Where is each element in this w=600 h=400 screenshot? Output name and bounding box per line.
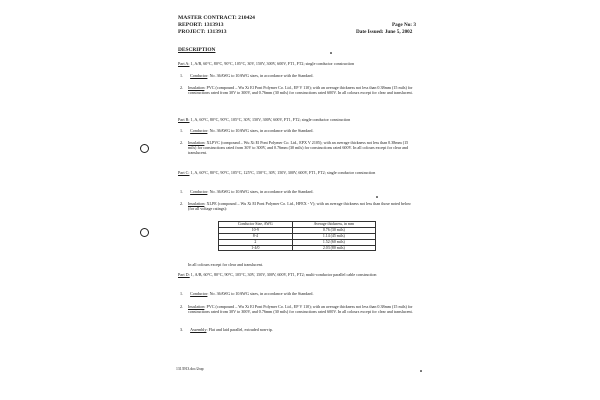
table-cell: 2 [219,239,293,245]
part-a-item-2 [188,85,416,95]
table-row [219,245,376,251]
item-text: : Flat and laid parallel, extruded non-rip. [206,327,273,332]
part-c-item-2-number: 2. [180,201,184,206]
part-d-item-2-number: 2. [180,304,184,309]
part-a-item-2-number: 2. [180,85,184,90]
project-label: PROJECT: 1313913 [178,29,227,35]
table-cell: 1.52 (60 mils) [292,239,375,245]
item-text: : PVC (compound – Wu Xi El Pont Polymer Co. Ltd., EP V 110); with an average thickness not less than 0.38mm (15 mils) for constructions rated from 30V to 300V, and 0.76mm (30 mils) for constructions rated 600V. In all colours except for clear and translucent. [188,85,413,96]
part-d-heading [178,272,420,277]
table-header-cell: Conductor Size, AWG [219,222,293,228]
item-label: Insulation [188,85,205,90]
part-b-item-1 [180,128,314,133]
scan-speck [330,52,332,54]
part-c-note: In all colours except for clear and translucent. [188,262,264,267]
table-header-cell: Average thickness, in mm [292,222,375,228]
insulation-thickness-table [218,221,376,251]
part-d-item-1 [180,291,314,296]
section-title: DESCRIPTION [178,47,216,53]
part-a-heading [178,61,354,66]
part-b-item-2-number: 2. [180,140,184,145]
report-label: REPORT: 1313913 [178,22,224,28]
part-b-text: 1, A, 60°C, 80°C, 90°C, 105°C, 30V, 150V, 300V, 600V, FT1, FT2; single conductor construction [189,117,351,122]
item-label: Conductor [190,291,208,296]
part-c-lead: Part C: [178,170,190,175]
binder-hole-bottom [140,228,149,237]
part-c-text: 1, A, 60°C, 80°C, 90°C, 105°C, 125°C, 150°C, 30V, 150V, 300V, 600V, FT1, FT2; single conductor construction [189,170,376,175]
part-d-lead: Part D: [178,272,190,277]
table-cell: 8-4 [219,233,293,239]
scan-speck [420,370,422,372]
table-cell: 2.03 (80 mils) [292,245,375,251]
item-label: Insulation [188,304,205,309]
part-d-item-2 [188,304,416,314]
item-text: : No. 36AWG to 10AWG sizes, in accordance with the Standard. [207,189,314,194]
item-text: : XLPVC (compound – Wu Xi El Pont Polymer Co. Ltd., EPX V 2105); with an average thickness not less than 0.38mm (15 mils) for constructions rated from 30V to 300V, and 0.76mm (30 mils) for constructions rated 600V. In all colours except for clear and translucent. [188,140,409,156]
date-issued: Date Issued: June 5, 2002 [356,29,413,35]
table-cell: 1-4/0 [219,245,293,251]
part-c-item-1 [180,189,314,194]
part-a-item-1 [180,73,314,78]
part-b-heading [178,117,350,122]
item-number: 3. [180,327,184,332]
item-label: Insulation [188,140,205,145]
item-text: : No. 36AWG to 10AWG sizes, in accordance with the Standard. [207,73,314,78]
item-text: : XLPE (compound – Wu Xi El Pont Polymer Co. Ltd., HFEX - V); with an average thickness not less than those noted below (for all voltage ratings): [188,201,411,212]
part-c-heading [178,170,420,175]
item-number: 1. [180,291,184,296]
item-label: Conductor [190,128,208,133]
table-cell: 1.14 (45 mils) [292,233,375,239]
scan-speck [376,196,378,198]
part-d-item-3 [180,327,273,332]
binder-hole-top [140,144,149,153]
item-label: Conductor [190,73,208,78]
item-number: 1. [180,73,184,78]
document-footer: 1313913.doc/2rap [176,367,204,371]
table-cell: 0.76 (30 mils) [292,227,375,233]
item-text: : No. 36AWG to 10AWG sizes, in accordance with the Standard. [207,291,314,296]
part-d-text: 1, A/B, 60°C, 80°C, 90°C, 105°C, 30V, 150V, 300V, 600V, FT1, FT2; multi-conductor parallel cable construction [189,272,377,277]
part-c-item-2 [188,201,416,211]
item-number: 1. [180,189,184,194]
item-number: 1. [180,128,184,133]
item-label: Insulation [188,201,205,206]
part-b-item-2 [188,140,416,155]
item-label: Assembly [190,327,207,332]
part-a-text: 1, A/B, 60°C, 80°C, 90°C, 105°C, 30V, 150V, 300V, 600V, FT1, FT2; single conductor construction [189,61,355,66]
item-label: Conductor [190,189,208,194]
page-number: Page No: 3 [392,22,416,28]
item-text: : No. 36AWG to 10AWG sizes, in accordance with the Standard. [207,128,314,133]
item-text: : PVC (compound – Wu Xi El Pont Polymer Co. Ltd., EP V 110); with an average thickness not less than 0.38mm (15 mils) for constructions rated from 30V to 300V, and 0.76mm (30 mils) for constructions rated 600V. In all colours except for clear and translucent. [188,304,413,315]
part-b-lead: Part B: [178,117,190,122]
master-contract-label: MASTER CONTRACT: 210424 [178,15,255,21]
table-cell: 10-9 [219,227,293,233]
part-a-lead: Part A: [178,61,190,66]
